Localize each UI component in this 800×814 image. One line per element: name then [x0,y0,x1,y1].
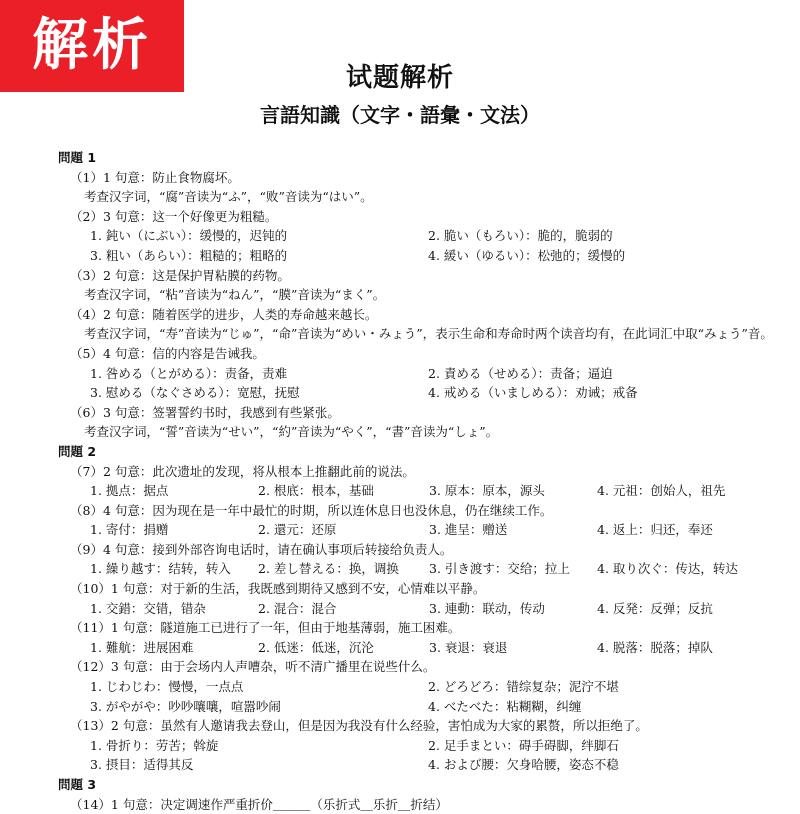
option-item: 4. 取り次ぐ：传达，转达 [597,561,738,577]
option-item: 3. 慰める（なぐさめる）：宽慰，抚慰 [90,385,300,401]
question-line: （2）3 句意：这一个好像更为粗糙。 [70,208,278,224]
question-line: （7）2 句意：此次遗址的发现，将从根本上推翻此前的说法。 [70,463,415,479]
question-line: （6）3 句意：签署誓约书时，我感到有些紧张。 [70,404,340,420]
options-row [58,246,798,266]
explanation-line: 考查汉字词，“誓”音读为“せい”，“約”音读为“やく”，“書”音读为“しょ”。 [84,424,499,440]
options-row [58,481,798,501]
section-heading: 問題 1 [58,150,97,165]
option-item: 3. 摂目：适得其反 [90,757,194,773]
option-item: 2. どろどろ：错综复杂；泥泞不堪 [428,679,619,695]
option-item: 4. べたべた：粘糊糊，纠缠 [428,698,582,714]
option-item: 3. 引き渡す：交给；拉上 [429,561,570,577]
options-row [58,226,798,246]
page-title: 试题解析 [345,63,454,93]
option-item: 1. 咎める（とがめる）：责备，责难 [90,365,288,381]
option-item: 2. 根底：根本，基础 [258,483,374,499]
option-item: 2. 低迷：低迷，沉沦 [258,639,374,655]
option-item: 4. 脱落：脱落；掉队 [597,639,713,655]
option-item: 1. じわじわ：慢慢，一点点 [90,679,244,695]
option-item: 1. 鈍い（にぶい）：缓慢的，迟钝的 [90,228,288,244]
question-line: （5）4 句意：信的内容是告诫我。 [70,345,265,361]
options-row [58,736,798,756]
option-item: 2. 足手まとい：碍手碍脚，绊脚石 [428,737,619,753]
option-item: 3. 進呈：赠送 [429,522,508,538]
option-item: 4. 戒める（いましめる）：劝诫；戒备 [428,385,638,401]
option-item: 3. 原本：原本，源头 [429,483,545,499]
options-row [58,559,798,579]
options-row [58,383,798,403]
section-heading: 問題 3 [58,777,97,792]
option-item: 4. 元祖：创始人，祖先 [597,483,726,499]
explanation-line: 考查汉字词，“腐”音读为“ふ”，“败”音读为“はい”。 [84,189,373,205]
question-line: （4）2 句意：随着医学的进步，人类的寿命越来越长。 [70,306,378,322]
section-heading: 問題 2 [58,443,97,459]
option-item: 1. 拠点：据点 [90,483,169,499]
option-item: 4. および腰：欠身哈腰，姿态不稳 [428,757,619,773]
question-line: （13）2 句意：虽然有人邀请我去登山，但是因为我没有什么经验，害怕成为大家的累赘，所以拒绝了。 [70,718,648,734]
question-line: （8）4 句意：因为现在是一年中最忙的时期，所以连休息日也没休息，仍在继续工作。 [70,502,553,518]
option-item: 2. 差し替える：换，调换 [258,561,399,577]
explanation-line: 考查汉字词，“粘”音读为“ねん”，“膜”音读为“まく”。 [84,287,386,303]
analysis-badge: 解析 [0,0,184,92]
option-item: 3. 連動：联动，传动 [429,600,545,616]
options-row [58,755,798,775]
options-row [58,520,798,540]
explanation-line: 考查汉字词，“寿”音读为“じゅ”，“命”音读为“めい・みょう”，表示生命和寿命时两个读音均有，在此词汇中取“みょう”音。 [84,326,773,342]
option-item: 3. 衰退：衰退 [429,639,508,655]
question-line: （9）4 句意：接到外部咨询电话时，请在确认事项后转接给负责人。 [70,541,453,557]
question-line: （12）3 句意：由于会场内人声嘈杂，听不清广播里在说些什么。 [70,659,436,675]
options-row [58,638,798,658]
answer-explanations [58,148,798,812]
question-line: （10）1 句意：对于新的生活，我既感到期待又感到不安，心情难以平静。 [70,581,486,597]
options-row [58,697,798,717]
option-item: 2. 責める（せめる）：责备；逼迫 [428,365,613,381]
option-item: 4. 緩い（ゆるい）：松弛的；缓慢的 [428,247,626,263]
option-item: 3. 粗い（あらい）：粗糙的；粗略的 [90,247,288,263]
options-row [58,677,798,697]
question-line: （11）1 句意：隧道施工已进行了一年，但由于地基薄弱，施工困难。 [70,620,461,636]
option-item: 4. 返上：归还，奉还 [597,522,713,538]
option-item: 1. 繰り越す：结转，转入 [90,561,231,577]
page-subtitle: 言語知識（文字・語彙・文法） [260,103,540,127]
option-item: 2. 混合：混合 [258,600,337,616]
question-line: （1）1 句意：防止食物腐坏。 [70,169,240,185]
option-item: 1. 難航：进展困难 [90,639,194,655]
question-line: （14）1 句意：决定调速作严重折价＿＿＿（乐折式＿乐折＿折结） [70,796,448,812]
options-row [58,599,798,619]
option-item: 1. 寄付：捐赠 [90,522,169,538]
option-item: 2. 脆い（もろい）：脆的，脆弱的 [428,228,613,244]
options-row [58,364,798,384]
option-item: 1. 交錯：交错，错杂 [90,600,206,616]
option-item: 2. 還元：还原 [258,522,337,538]
option-item: 3. がやがや：吵吵嚷嚷，喧嚣吵闹 [90,698,281,714]
option-item: 1. 骨折り：劳苦；斡旋 [90,737,219,753]
question-line: （3）2 句意：这是保护胃粘膜的药物。 [70,267,290,283]
option-item: 4. 反発：反弹；反抗 [597,600,713,616]
